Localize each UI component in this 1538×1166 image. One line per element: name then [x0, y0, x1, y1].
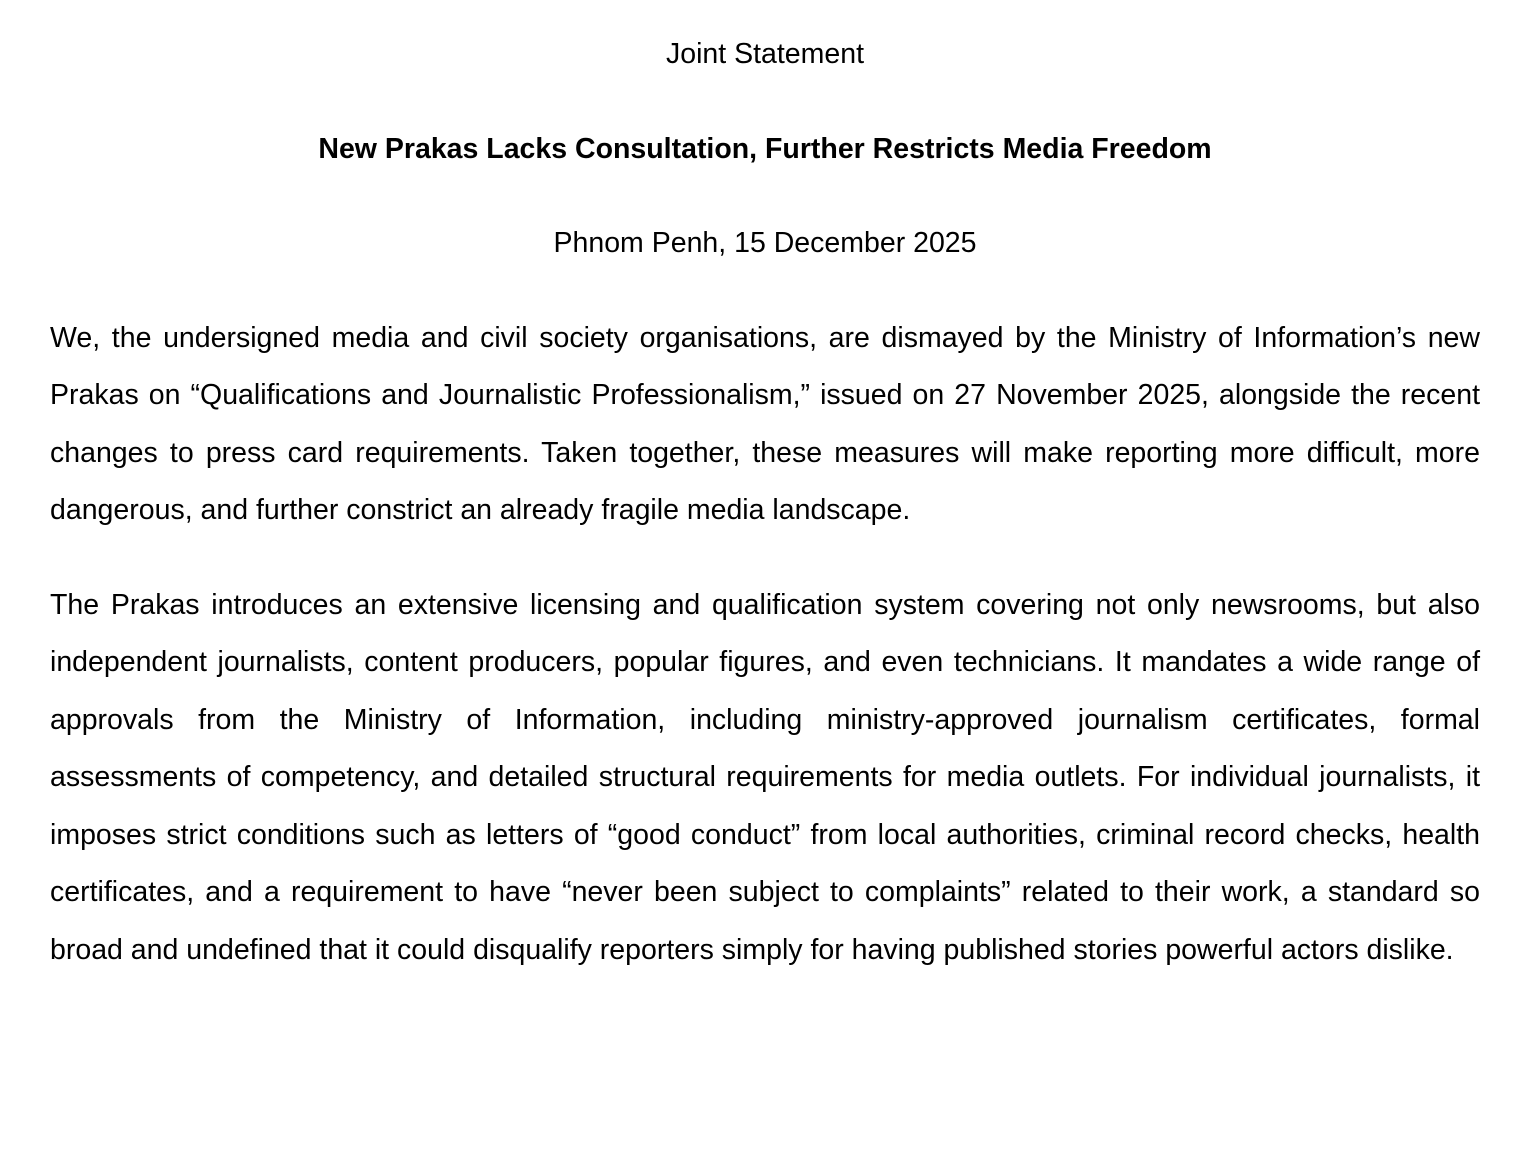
statement-paragraph-1: We, the undersigned media and civil society organisations, are dismayed by the Ministry of Information’s new Prakas on “Qualifications and Journalistic Professionalism,” issued on 27 November 2025, alongside the recent changes to press card requirements. Taken together, these measures will make reporting more difficult, more dangerous, and further constrict an already fragile media landscape. [50, 321, 1480, 526]
statement-title: New Prakas Lacks Consultation, Further Restricts Media Freedom [318, 132, 1212, 165]
statement-dateline: Phnom Penh, 15 December 2025 [553, 227, 977, 259]
statement-kicker: Joint Statement [665, 38, 865, 70]
statement-paragraph-2: The Prakas introduces an extensive licensing and qualification system covering not only newsrooms, but also independent journalists, content producers, popular figures, and even technicians. It mandates a wide range of approvals from the Ministry of Information, including ministry-approved journalism certificates, formal assessments of competency, and detailed structural requirements for media outlets. For individual journalists, it imposes strict conditions such as letters of “good conduct” from local authorities, criminal record checks, health certificates, and a requirement to have “never been subject to complaints” related to their work, a standard so broad and undefined that it could disqualify reporters simply for having published stories powerful actors dislike. [50, 588, 1480, 966]
